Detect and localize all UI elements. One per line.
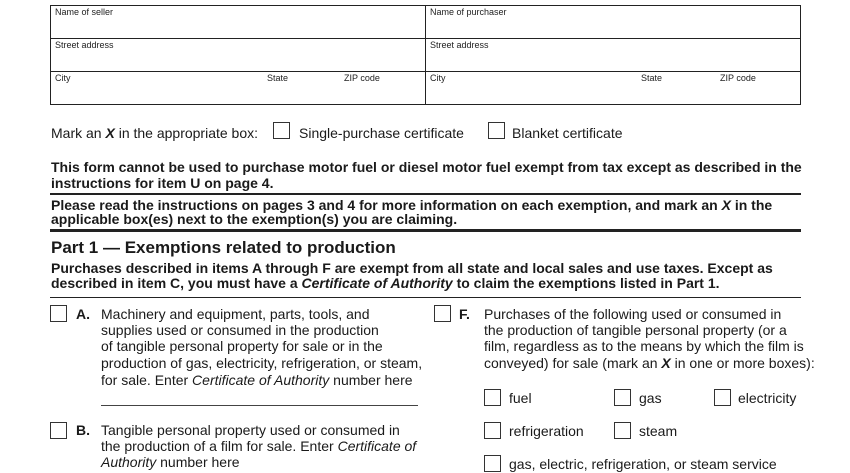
electricity-checkbox[interactable]: [714, 389, 731, 406]
purchaser-state-label: State: [641, 73, 663, 83]
gas-checkbox[interactable]: [614, 389, 631, 406]
purchaser-zip-label: ZIP code: [720, 73, 756, 83]
address-divider-2: [50, 71, 801, 72]
seller-state-label: State: [267, 73, 289, 83]
blanket-checkbox[interactable]: [488, 122, 505, 139]
single-purchase-checkbox[interactable]: [273, 122, 290, 139]
instructions-line2: applicable box(es) next to the exemption(s) you are claiming.: [51, 211, 458, 227]
purchaser-city-label: City: [430, 73, 446, 83]
address-divider-1: [50, 38, 801, 39]
item-b-letter: B.: [76, 422, 90, 438]
seller-street-field[interactable]: [51, 51, 424, 70]
seller-street-label: Street address: [55, 40, 114, 50]
item-b-text-line1: Tangible personal property used or consumed in: [101, 422, 400, 438]
part1-description-line1: Purchases described in items A through F are exempt from all state and local sales and use taxes. Except as: [51, 260, 773, 276]
item-f-letter: F.: [459, 306, 470, 322]
item-a-letter: A.: [76, 306, 90, 322]
purchaser-street-label: Street address: [430, 40, 489, 50]
seller-city-label: City: [55, 73, 71, 83]
single-purchase-label: Single-purchase certificate: [299, 125, 464, 141]
refrigeration-checkbox[interactable]: [484, 422, 501, 439]
motor-fuel-notice-line2: instructions for item U on page 4.: [51, 175, 274, 191]
item-a-text-line4: production of gas, electricity, refrigeration, or steam,: [101, 355, 423, 371]
item-a-checkbox[interactable]: [50, 305, 67, 322]
item-f-checkbox[interactable]: [434, 305, 451, 322]
item-f-text-line2: the production of tangible personal property (or a: [484, 322, 787, 338]
seller-city-field[interactable]: [51, 84, 424, 104]
seller-name-field[interactable]: [51, 18, 424, 37]
seller-name-label: Name of seller: [55, 7, 114, 17]
steam-label: steam: [639, 423, 678, 439]
item-b-text-line2: the production of a film for sale. Enter Certificate of: [101, 438, 417, 454]
steam-checkbox[interactable]: [614, 422, 631, 439]
item-a-text-line3: of tangible personal property for sale or in the: [101, 338, 383, 354]
part1-title: Part 1 — Exemptions related to production: [51, 238, 396, 257]
fuel-label: fuel: [509, 390, 532, 406]
refrigeration-label: refrigeration: [509, 423, 584, 439]
notice-rule: [50, 193, 801, 195]
instructions-line1: Please read the instructions on pages 3 and 4 for more information on each exemption, and mark an X in the: [51, 197, 773, 213]
purchaser-name-field[interactable]: [426, 18, 799, 37]
item-f-text-line1: Purchases of the following used or consumed in: [484, 306, 782, 322]
purchaser-name-label: Name of purchaser: [430, 7, 507, 17]
seller-zip-label: ZIP code: [344, 73, 380, 83]
utility-service-label: gas, electric, refrigeration, or steam service: [509, 456, 777, 472]
item-a-text-line1: Machinery and equipment, parts, tools, and: [101, 306, 370, 322]
purchaser-city-field[interactable]: [426, 84, 799, 104]
item-f-text-line3: film, regardless as to the means by which the film is: [484, 338, 804, 354]
item-a-certificate-number-line[interactable]: [101, 405, 418, 406]
blanket-label: Blanket certificate: [512, 125, 623, 141]
item-b-checkbox[interactable]: [50, 422, 67, 439]
utility-service-checkbox[interactable]: [484, 455, 501, 472]
item-b-text-line3: Authority number here: [101, 454, 240, 470]
motor-fuel-notice-line1: This form cannot be used to purchase motor fuel or diesel motor fuel exempt from tax except as described in the: [51, 159, 802, 175]
part1-items-rule: [50, 297, 801, 298]
item-f-text-line4: conveyed) for sale (mark an X in one or more boxes):: [484, 355, 815, 371]
item-a-text-line5: for sale. Enter Certificate of Authority number here: [101, 372, 413, 388]
item-a-text-line2: supplies used or consumed in the production: [101, 322, 379, 338]
gas-label: gas: [639, 390, 662, 406]
purchaser-street-field[interactable]: [426, 51, 799, 70]
electricity-label: electricity: [738, 390, 797, 406]
fuel-checkbox[interactable]: [484, 389, 501, 406]
part1-description-line2: described in item C, you must have a Certificate of Authority to claim the exemptions listed in Part 1.: [51, 275, 720, 291]
mark-box-instruction: Mark an X in the appropriate box:: [51, 125, 259, 141]
part1-rule: [50, 229, 801, 232]
